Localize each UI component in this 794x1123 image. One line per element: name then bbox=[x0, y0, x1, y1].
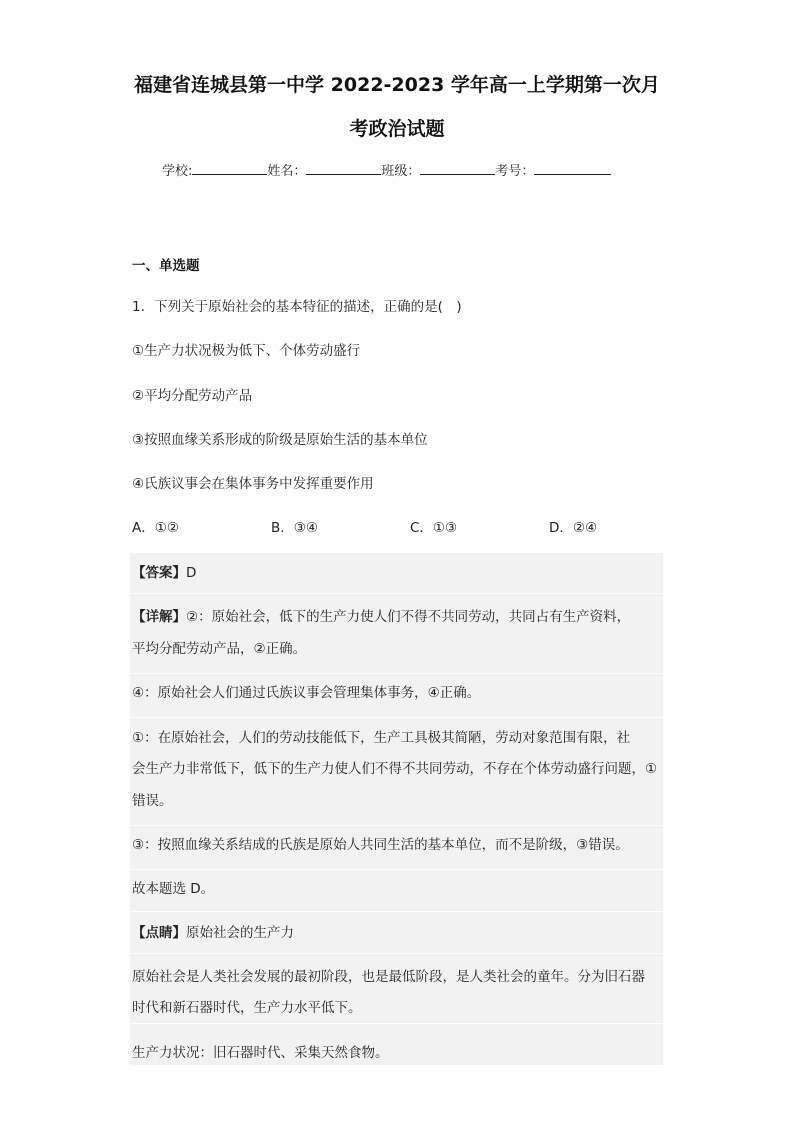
detail-line-5: 会生产力非常低下，低下的生产力使人们不得不共同劳动，不存在个体劳动盛行问题，① bbox=[132, 761, 658, 777]
name-label: 姓名： bbox=[267, 164, 307, 179]
school-blank[interactable] bbox=[192, 160, 267, 175]
divider bbox=[130, 869, 663, 870]
divider bbox=[130, 593, 663, 594]
answer-value: D bbox=[186, 565, 197, 581]
statement-4: ④氏族议事会在集体事务中发挥重要作用 bbox=[132, 476, 374, 492]
answer-tag: 【答案】 bbox=[132, 565, 186, 581]
detail-line-8: 故本题选 D。 bbox=[132, 881, 215, 897]
student-info-row bbox=[162, 160, 611, 179]
option-d[interactable]: D．②④ bbox=[549, 520, 598, 536]
exam-number-blank[interactable] bbox=[534, 160, 611, 175]
point-text-1: 原始社会是人类社会发展的最初阶段，也是最低阶段，是人类社会的童年。分为旧石器 bbox=[132, 969, 645, 985]
answer-options bbox=[132, 516, 662, 536]
answer-line bbox=[132, 561, 196, 581]
detail-line-7: ③：按照血缘关系结成的氏族是原始人共同生活的基本单位，而不是阶级，③错误。 bbox=[132, 837, 629, 853]
point-title: 原始社会的生产力 bbox=[186, 925, 294, 941]
statement-1: ①生产力状况极为低下、个体劳动盛行 bbox=[132, 343, 361, 359]
divider bbox=[130, 673, 663, 674]
detail-text: ②：原始社会，低下的生产力使人们不得不共同劳动，共同占有生产资料， bbox=[186, 609, 631, 625]
divider bbox=[130, 717, 663, 718]
point-line bbox=[132, 921, 294, 941]
divider bbox=[130, 825, 663, 826]
detail-line-2: 平均分配劳动产品，②正确。 bbox=[132, 641, 307, 657]
exam-number-label: 考号： bbox=[495, 164, 535, 179]
point-text-2: 时代和新石器时代，生产力水平低下。 bbox=[132, 1000, 362, 1016]
divider bbox=[130, 911, 663, 912]
option-c[interactable]: C．①③ bbox=[410, 520, 458, 536]
divider bbox=[130, 1023, 663, 1024]
detail-line-4: ①：在原始社会，人们的劳动技能低下，生产工具极其简陋，劳动对象范围有限，社 bbox=[132, 730, 631, 746]
option-a[interactable]: A．①② bbox=[132, 520, 179, 536]
exam-title-line-1: 福建省连城县第一中学 2022-2023 学年高一上学期第一次月 bbox=[134, 74, 660, 96]
detail-line-3: ④：原始社会人们通过氏族议事会管理集体事务，④正确。 bbox=[132, 685, 481, 701]
detail-line-6: 错误。 bbox=[132, 793, 173, 809]
point-tag: 【点睛】 bbox=[132, 925, 186, 941]
point-text-3: 生产力状况：旧石器时代、采集天然食物。 bbox=[132, 1045, 389, 1061]
statement-2: ②平均分配劳动产品 bbox=[132, 388, 253, 404]
option-b[interactable]: B．③④ bbox=[271, 520, 318, 536]
name-blank[interactable] bbox=[306, 160, 381, 175]
divider bbox=[130, 953, 663, 954]
class-label: 班级： bbox=[381, 164, 421, 179]
exam-title-line-2: 考政治试题 bbox=[349, 118, 445, 140]
statement-3: ③按照血缘关系形成的阶级是原始生活的基本单位 bbox=[132, 432, 428, 448]
class-blank[interactable] bbox=[420, 160, 495, 175]
question-stem: 1．下列关于原始社会的基本特征的描述，正确的是( ) bbox=[132, 299, 462, 315]
detail-tag: 【详解】 bbox=[132, 609, 186, 625]
school-label: 学校: bbox=[162, 164, 193, 179]
detail-line-1 bbox=[132, 605, 630, 625]
answer-explanation-box bbox=[130, 553, 663, 1065]
section-heading: 一、单选题 bbox=[132, 258, 200, 274]
